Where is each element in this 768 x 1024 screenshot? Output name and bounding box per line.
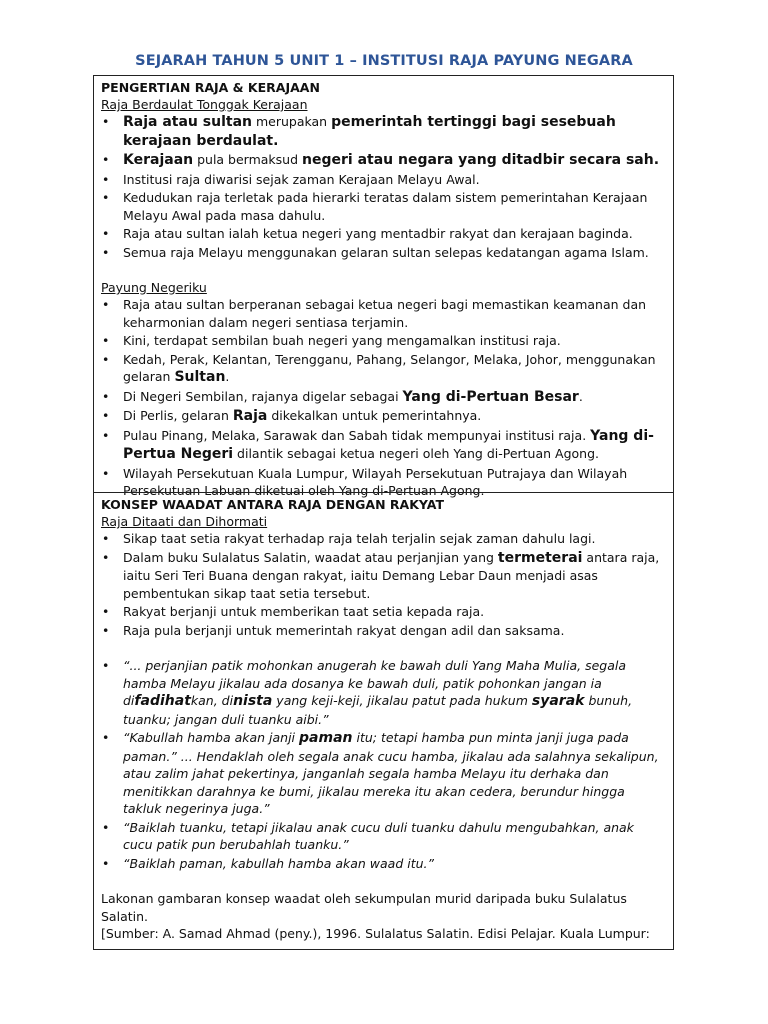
list-item: • Raja pula berjanji untuk memerintah rakyat dengan adil dan saksama.	[101, 622, 667, 640]
list-item: • Raja atau sultan merupakan pemerintah tertinggi bagi sesebuah kerajaan berdaulat.	[101, 113, 667, 150]
subheading-raja-berdaulat: Raja Berdaulat Tonggak Kerajaan	[101, 97, 308, 112]
list-item: • Dalam buku Sulalatus Salatin, waadat atau perjanjian yang termeterai antara raja, iaitu Seri Teri Buana dengan rakyat, iaitu Demang Lebar Daun menjadi asas pembentukan sikap taat setia tersebut.	[101, 549, 667, 603]
bullet-list	[101, 296, 667, 500]
section-pengertian-raja	[93, 75, 674, 498]
quote-item: • “Baiklah paman, kabullah hamba akan waad itu.”	[101, 855, 667, 873]
quote-item: • “Baiklah tuanku, tetapi jikalau anak cucu duli tuanku dahulu mengubahkan, anak cucu patik pun berubahlah tuanku.”	[101, 819, 667, 854]
quote-item: • “... perjanjian patik mohonkan anugerah ke bawah duli Yang Maha Mulia, segala hamba Melayu jikalau ada dosanya ke bawah duli, patik pohonkan jangan ia difadihatkan, dinista yang keji-keji, jikalau patut pada hukum syarak bunuh, tuanku; jangan duli tuanku aibi.”	[101, 657, 667, 728]
section-heading: PENGERTIAN RAJA & KERAJAAN	[101, 80, 320, 95]
list-item: • Kedah, Perak, Kelantan, Terengganu, Pahang, Selangor, Melaka, Johor, menggunakan gelaran Sultan.	[101, 351, 667, 387]
section-konsep-waadat	[93, 492, 674, 950]
page-title: SEJARAH TAHUN 5 UNIT 1 – INSTITUSI RAJA PAYUNG NEGARA	[135, 53, 633, 69]
quote-item: • “Kabullah hamba akan janji paman itu; tetapi hamba pun minta janji juga pada paman.” ... Hendaklah oleh segala anak cucu hamba, jikalau ada salahnya sekalipun, atau zalim jahat pekertinya, janganlah segala hamba Melayu itu derhaka dan menitikkan darahnya ke bumi, jikalau mereka itu akan cedera, berundur hingga takluk negerinya juga.”	[101, 729, 667, 818]
list-item: • Raja atau sultan berperanan sebagai ketua negeri bagi memastikan keamanan dan keharmonian dalam negeri sentiasa terjamin.	[101, 296, 667, 331]
list-item: • Kedudukan raja terletak pada hierarki teratas dalam sistem pemerintahan Kerajaan Melayu Awal pada masa dahulu.	[101, 189, 667, 224]
figure-caption: Lakonan gambaran konsep waadat oleh sekumpulan murid daripada buku Sulalatus Salatin.	[101, 891, 627, 924]
source-citation: [Sumber: A. Samad Ahmad (peny.), 1996. Sulalatus Salatin. Edisi Pelajar. Kuala Lumpur:	[101, 926, 650, 941]
list-item: • Sikap taat setia rakyat terhadap raja telah terjalin sejak zaman dahulu lagi.	[101, 530, 667, 548]
subheading-payung-negeriku: Payung Negeriku	[101, 280, 207, 295]
list-item: • Semua raja Melayu menggunakan gelaran sultan selepas kedatangan agama Islam.	[101, 244, 667, 262]
list-item: • Rakyat berjanji untuk memberikan taat setia kepada raja.	[101, 603, 667, 621]
list-item: • Raja atau sultan ialah ketua negeri yang mentadbir rakyat dan kerajaan baginda.	[101, 225, 667, 243]
list-item: • Pulau Pinang, Melaka, Sarawak dan Sabah tidak mempunyai institusi raja. Yang di-Pertua Negeri dilantik sebagai ketua negeri oleh Yang di-Pertuan Agong.	[101, 427, 667, 464]
section-heading: KONSEP WAADAT ANTARA RAJA DENGAN RAKYAT	[101, 497, 444, 512]
list-item: • Di Perlis, gelaran Raja dikekalkan untuk pemerintahnya.	[101, 407, 667, 426]
subheading-raja-ditaati: Raja Ditaati dan Dihormati	[101, 514, 268, 529]
list-item: • Kerajaan pula bermaksud negeri atau negara yang ditadbir secara sah.	[101, 151, 667, 170]
list-item: • Wilayah Persekutuan Kuala Lumpur, Wilayah Persekutuan Putrajaya dan Wilayah Persekutuan Labuan diketuai oleh Yang di-Pertuan Agong.	[101, 465, 667, 500]
quote-list	[101, 657, 667, 872]
bullet-list	[101, 113, 667, 261]
list-item: • Di Negeri Sembilan, rajanya digelar sebagai Yang di-Pertuan Besar.	[101, 388, 667, 407]
list-item: • Institusi raja diwarisi sejak zaman Kerajaan Melayu Awal.	[101, 171, 667, 189]
list-item: • Kini, terdapat sembilan buah negeri yang mengamalkan institusi raja.	[101, 332, 667, 350]
bullet-list	[101, 530, 667, 639]
